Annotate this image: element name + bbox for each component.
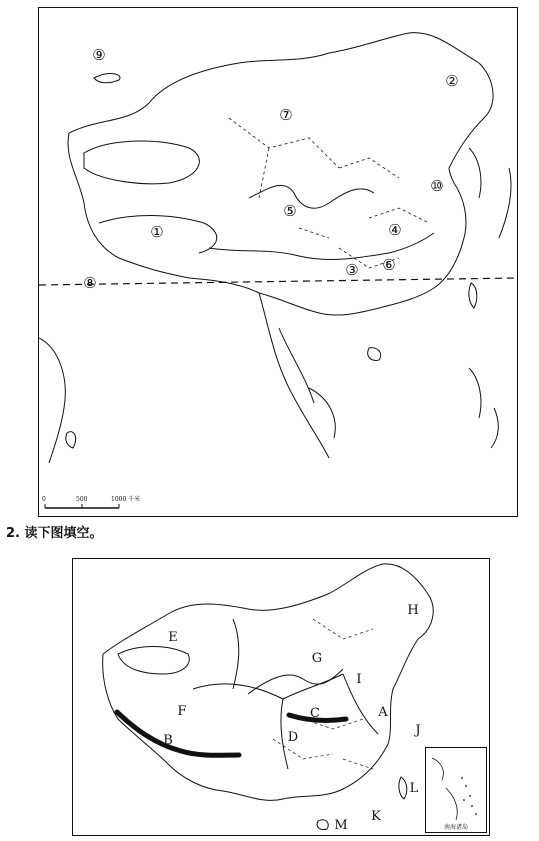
- tropic-of-cancer: [39, 278, 517, 285]
- map-letter-label: E: [168, 630, 178, 645]
- province-boundaries: [273, 619, 373, 769]
- inset-svg: [426, 748, 486, 832]
- philippines: [469, 368, 498, 448]
- map-letter-label: I: [356, 672, 362, 687]
- region-label: ③: [345, 261, 359, 279]
- map-letter-label: L: [409, 781, 419, 796]
- scale-tick-500: 500: [76, 496, 88, 503]
- lake-balkhash: [94, 74, 120, 83]
- map-letter-label: A: [378, 705, 388, 720]
- asia-map-svg: [39, 8, 517, 516]
- region-label: ⑧: [83, 274, 97, 292]
- inner-borders: [193, 619, 378, 769]
- map-letter-label: D: [287, 730, 299, 745]
- taiwan: [469, 283, 477, 308]
- region-label: ②: [445, 72, 459, 90]
- inset-label: 南海诸岛: [443, 824, 469, 831]
- china-outline-map: [72, 558, 490, 836]
- hainan: [368, 348, 381, 361]
- map-letter-label: F: [177, 704, 187, 719]
- india-coast: [39, 338, 65, 463]
- region-label: ①: [150, 223, 164, 241]
- region-label: ⑨: [92, 46, 106, 64]
- region-label: ④: [388, 221, 402, 239]
- hainan: [317, 820, 328, 830]
- map-letter-label: K: [371, 809, 381, 824]
- scale-bar: [42, 495, 140, 508]
- scale-tick-0: 0: [42, 496, 46, 503]
- china-north-border: [69, 33, 493, 168]
- yellow-river: [249, 185, 374, 208]
- map-letter-label: H: [407, 603, 419, 618]
- asia-outline-map: [38, 7, 518, 517]
- tarim-basin: [118, 647, 189, 675]
- taiwan: [399, 777, 407, 799]
- china-west-border: [68, 133, 259, 293]
- china-outline: [103, 564, 434, 801]
- south-china-sea-inset: [425, 747, 487, 833]
- region-label: ⑤: [283, 202, 297, 220]
- map-letter-label: C: [310, 706, 320, 721]
- map-letter-label: B: [163, 733, 173, 748]
- sri-lanka: [66, 432, 76, 448]
- region-label: ⑦: [279, 106, 293, 124]
- scale-tick-1000: 1000 千米: [111, 496, 141, 503]
- question-text: 2. 读下图填空。: [6, 526, 103, 541]
- indochina-coast: [259, 293, 329, 458]
- tarim-basin: [84, 141, 199, 184]
- region-label: ⑥: [382, 256, 396, 274]
- map-letter-label: G: [311, 651, 323, 666]
- region-label: ⑩: [430, 177, 444, 195]
- korea-japan: [469, 148, 511, 238]
- map-letter-label: M: [334, 818, 348, 833]
- map-letter-label: J: [415, 723, 421, 738]
